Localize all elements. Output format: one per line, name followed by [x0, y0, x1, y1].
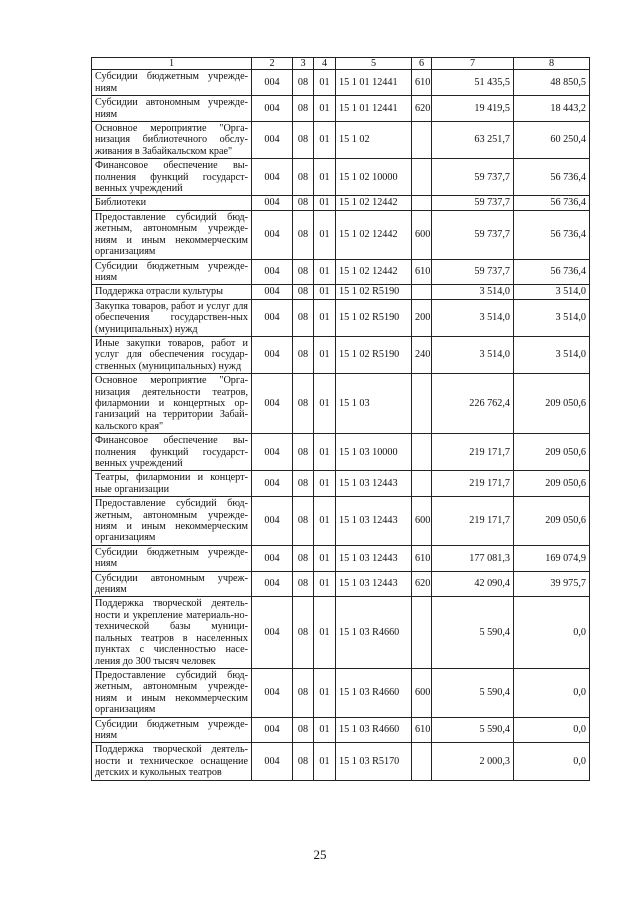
row-name-cell: Театры, филармонии и концерт-ные организации	[92, 471, 252, 497]
amount-col8-cell: 48 850,5	[514, 70, 590, 96]
target-article-cell: 15 1 02 12442	[336, 259, 412, 285]
subsection-code-cell: 01	[314, 571, 336, 597]
row-name-cell: Субсидии бюджетным учрежде-ниям	[92, 259, 252, 285]
section-code-cell: 08	[293, 159, 314, 196]
amount-col8-cell: 56 736,4	[514, 259, 590, 285]
subsection-code-cell: 01	[314, 210, 336, 259]
table-row	[92, 668, 590, 717]
amount-col8-cell: 56 736,4	[514, 196, 590, 210]
amount-col8-cell: 0,0	[514, 668, 590, 717]
table-body	[92, 70, 590, 780]
expense-type-cell	[412, 122, 432, 159]
row-name-cell: Поддержка творческой деятель-ности и укрепление материаль-но-технической базы муници-пальных театров в населенных пунктах с численностью насе-ления до 300 тысяч человек	[92, 597, 252, 668]
admin-code-cell: 004	[252, 336, 293, 373]
amount-col7-cell: 59 737,7	[432, 196, 514, 210]
admin-code-cell: 004	[252, 210, 293, 259]
target-article-cell: 15 1 02 R5190	[336, 299, 412, 336]
target-article-cell: 15 1 02 R5190	[336, 336, 412, 373]
column-header: 3	[293, 58, 314, 70]
amount-col7-cell: 226 762,4	[432, 374, 514, 434]
amount-col8-cell: 0,0	[514, 717, 590, 743]
expense-type-cell	[412, 471, 432, 497]
target-article-cell: 15 1 02 12442	[336, 196, 412, 210]
admin-code-cell: 004	[252, 497, 293, 546]
table-row	[92, 545, 590, 571]
target-article-cell: 15 1 02 R5190	[336, 285, 412, 299]
target-article-cell: 15 1 02 10000	[336, 159, 412, 196]
budget-table	[91, 57, 590, 781]
amount-col7-cell: 219 171,7	[432, 471, 514, 497]
amount-col8-cell: 0,0	[514, 597, 590, 668]
subsection-code-cell: 01	[314, 159, 336, 196]
table-row	[92, 210, 590, 259]
row-name-cell: Предоставление субсидий бюд-жетным, автономным учрежде-ниям и иным некоммерческим организациям	[92, 497, 252, 546]
row-name-cell: Предоставление субсидий бюд-жетным, автономным учрежде-ниям и иным некоммерческим организациям	[92, 210, 252, 259]
subsection-code-cell: 01	[314, 545, 336, 571]
table-row	[92, 336, 590, 373]
subsection-code-cell: 01	[314, 196, 336, 210]
row-name-cell: Иные закупки товаров, работ и услуг для обеспечения государ-ственных (муниципальных) нужд	[92, 336, 252, 373]
amount-col7-cell: 63 251,7	[432, 122, 514, 159]
subsection-code-cell: 01	[314, 471, 336, 497]
expense-type-cell: 610	[412, 545, 432, 571]
column-header: 8	[514, 58, 590, 70]
row-name-cell: Закупка товаров, работ и услуг для обеспечения государствен-ных (муниципальных) нужд	[92, 299, 252, 336]
admin-code-cell: 004	[252, 122, 293, 159]
subsection-code-cell: 01	[314, 336, 336, 373]
amount-col8-cell: 3 514,0	[514, 336, 590, 373]
expense-type-cell	[412, 743, 432, 780]
target-article-cell: 15 1 02	[336, 122, 412, 159]
subsection-code-cell: 01	[314, 122, 336, 159]
admin-code-cell: 004	[252, 70, 293, 96]
amount-col7-cell: 59 737,7	[432, 210, 514, 259]
column-header: 7	[432, 58, 514, 70]
target-article-cell: 15 1 01 12441	[336, 96, 412, 122]
amount-col8-cell: 18 443,2	[514, 96, 590, 122]
amount-col7-cell: 5 590,4	[432, 597, 514, 668]
amount-col7-cell: 19 419,5	[432, 96, 514, 122]
amount-col8-cell: 3 514,0	[514, 299, 590, 336]
section-code-cell: 08	[293, 497, 314, 546]
subsection-code-cell: 01	[314, 70, 336, 96]
table-row	[92, 159, 590, 196]
table-row	[92, 196, 590, 210]
admin-code-cell: 004	[252, 159, 293, 196]
section-code-cell: 08	[293, 743, 314, 780]
subsection-code-cell: 01	[314, 374, 336, 434]
subsection-code-cell: 01	[314, 299, 336, 336]
amount-col7-cell: 59 737,7	[432, 259, 514, 285]
amount-col7-cell: 5 590,4	[432, 668, 514, 717]
section-code-cell: 08	[293, 285, 314, 299]
table-row	[92, 597, 590, 668]
section-code-cell: 08	[293, 299, 314, 336]
admin-code-cell: 004	[252, 285, 293, 299]
expense-type-cell: 240	[412, 336, 432, 373]
amount-col8-cell: 56 736,4	[514, 210, 590, 259]
table-row	[92, 434, 590, 471]
section-code-cell: 08	[293, 545, 314, 571]
row-name-cell: Субсидии бюджетным учрежде-ниям	[92, 717, 252, 743]
table-row	[92, 299, 590, 336]
target-article-cell: 15 1 03 R4660	[336, 668, 412, 717]
amount-col8-cell: 209 050,6	[514, 374, 590, 434]
admin-code-cell: 004	[252, 259, 293, 285]
expense-type-cell	[412, 434, 432, 471]
row-name-cell: Субсидии автономным учрежде-ниям	[92, 96, 252, 122]
amount-col8-cell: 209 050,6	[514, 497, 590, 546]
expense-type-cell: 620	[412, 571, 432, 597]
section-code-cell: 08	[293, 717, 314, 743]
section-code-cell: 08	[293, 96, 314, 122]
admin-code-cell: 004	[252, 471, 293, 497]
subsection-code-cell: 01	[314, 668, 336, 717]
admin-code-cell: 004	[252, 717, 293, 743]
table-row	[92, 96, 590, 122]
table-row	[92, 122, 590, 159]
admin-code-cell: 004	[252, 743, 293, 780]
column-header: 2	[252, 58, 293, 70]
admin-code-cell: 004	[252, 374, 293, 434]
column-header: 6	[412, 58, 432, 70]
table-row	[92, 70, 590, 96]
table-header-row	[92, 58, 590, 70]
amount-col7-cell: 3 514,0	[432, 299, 514, 336]
expense-type-cell	[412, 597, 432, 668]
target-article-cell: 15 1 03 12443	[336, 545, 412, 571]
target-article-cell: 15 1 03 12443	[336, 471, 412, 497]
expense-type-cell	[412, 196, 432, 210]
column-header: 5	[336, 58, 412, 70]
subsection-code-cell: 01	[314, 259, 336, 285]
subsection-code-cell: 01	[314, 497, 336, 546]
target-article-cell: 15 1 03 12443	[336, 497, 412, 546]
admin-code-cell: 004	[252, 96, 293, 122]
table-row	[92, 374, 590, 434]
expense-type-cell	[412, 159, 432, 196]
amount-col8-cell: 3 514,0	[514, 285, 590, 299]
table-row	[92, 743, 590, 780]
amount-col7-cell: 3 514,0	[432, 285, 514, 299]
section-code-cell: 08	[293, 210, 314, 259]
expense-type-cell	[412, 285, 432, 299]
section-code-cell: 08	[293, 374, 314, 434]
amount-col7-cell: 51 435,5	[432, 70, 514, 96]
amount-col8-cell: 209 050,6	[514, 471, 590, 497]
subsection-code-cell: 01	[314, 434, 336, 471]
target-article-cell: 15 1 03 R4660	[336, 717, 412, 743]
table-row	[92, 571, 590, 597]
target-article-cell: 15 1 03 R4660	[336, 597, 412, 668]
row-name-cell: Финансовое обеспечение вы-полнения функций государст-венных учреждений	[92, 159, 252, 196]
expense-type-cell: 610	[412, 259, 432, 285]
amount-col8-cell: 60 250,4	[514, 122, 590, 159]
expense-type-cell	[412, 374, 432, 434]
amount-col7-cell: 219 171,7	[432, 434, 514, 471]
section-code-cell: 08	[293, 70, 314, 96]
amount-col8-cell: 0,0	[514, 743, 590, 780]
row-name-cell: Библиотеки	[92, 196, 252, 210]
admin-code-cell: 004	[252, 545, 293, 571]
target-article-cell: 15 1 03 10000	[336, 434, 412, 471]
target-article-cell: 15 1 02 12442	[336, 210, 412, 259]
section-code-cell: 08	[293, 571, 314, 597]
row-name-cell: Финансовое обеспечение вы-полнения функций государст-венных учреждений	[92, 434, 252, 471]
amount-col8-cell: 169 074,9	[514, 545, 590, 571]
admin-code-cell: 004	[252, 299, 293, 336]
admin-code-cell: 004	[252, 434, 293, 471]
target-article-cell: 15 1 03	[336, 374, 412, 434]
section-code-cell: 08	[293, 434, 314, 471]
subsection-code-cell: 01	[314, 285, 336, 299]
target-article-cell: 15 1 03 12443	[336, 571, 412, 597]
amount-col8-cell: 39 975,7	[514, 571, 590, 597]
admin-code-cell: 004	[252, 196, 293, 210]
expense-type-cell: 200	[412, 299, 432, 336]
section-code-cell: 08	[293, 336, 314, 373]
expense-type-cell: 600	[412, 210, 432, 259]
table-row	[92, 285, 590, 299]
subsection-code-cell: 01	[314, 717, 336, 743]
section-code-cell: 08	[293, 122, 314, 159]
section-code-cell: 08	[293, 259, 314, 285]
expense-type-cell: 610	[412, 717, 432, 743]
table-row	[92, 259, 590, 285]
section-code-cell: 08	[293, 471, 314, 497]
amount-col7-cell: 2 000,3	[432, 743, 514, 780]
row-name-cell: Субсидии автономным учреж-дениям	[92, 571, 252, 597]
column-header: 1	[92, 58, 252, 70]
amount-col8-cell: 56 736,4	[514, 159, 590, 196]
subsection-code-cell: 01	[314, 96, 336, 122]
amount-col7-cell: 59 737,7	[432, 159, 514, 196]
target-article-cell: 15 1 01 12441	[336, 70, 412, 96]
row-name-cell: Основное мероприятие "Орга-низация деятельности театров, филармонии и концертных ор-ганизаций на территории Забай-кальского края"	[92, 374, 252, 434]
expense-type-cell: 600	[412, 668, 432, 717]
amount-col7-cell: 3 514,0	[432, 336, 514, 373]
subsection-code-cell: 01	[314, 597, 336, 668]
page-number: 25	[313, 847, 327, 862]
admin-code-cell: 004	[252, 571, 293, 597]
column-header: 4	[314, 58, 336, 70]
expense-type-cell: 600	[412, 497, 432, 546]
row-name-cell: Предоставление субсидий бюд-жетным, автономным учрежде-ниям и иным некоммерческим организациям	[92, 668, 252, 717]
section-code-cell: 08	[293, 668, 314, 717]
amount-col7-cell: 42 090,4	[432, 571, 514, 597]
table-row	[92, 471, 590, 497]
row-name-cell: Основное мероприятие "Орга-низация библиотечного обслу-живания в Забайкальском крае"	[92, 122, 252, 159]
row-name-cell: Субсидии бюджетным учрежде-ниям	[92, 70, 252, 96]
amount-col7-cell: 219 171,7	[432, 497, 514, 546]
section-code-cell: 08	[293, 196, 314, 210]
admin-code-cell: 004	[252, 597, 293, 668]
admin-code-cell: 004	[252, 668, 293, 717]
expense-type-cell: 610	[412, 70, 432, 96]
amount-col7-cell: 177 081,3	[432, 545, 514, 571]
amount-col8-cell: 209 050,6	[514, 434, 590, 471]
table-row	[92, 497, 590, 546]
amount-col7-cell: 5 590,4	[432, 717, 514, 743]
row-name-cell: Субсидии бюджетным учрежде-ниям	[92, 545, 252, 571]
target-article-cell: 15 1 03 R5170	[336, 743, 412, 780]
expense-type-cell: 620	[412, 96, 432, 122]
section-code-cell: 08	[293, 597, 314, 668]
row-name-cell: Поддержка творческой деятель-ности и техническое оснащение детских и кукольных театров	[92, 743, 252, 780]
table-row	[92, 717, 590, 743]
row-name-cell: Поддержка отрасли культуры	[92, 285, 252, 299]
subsection-code-cell: 01	[314, 743, 336, 780]
